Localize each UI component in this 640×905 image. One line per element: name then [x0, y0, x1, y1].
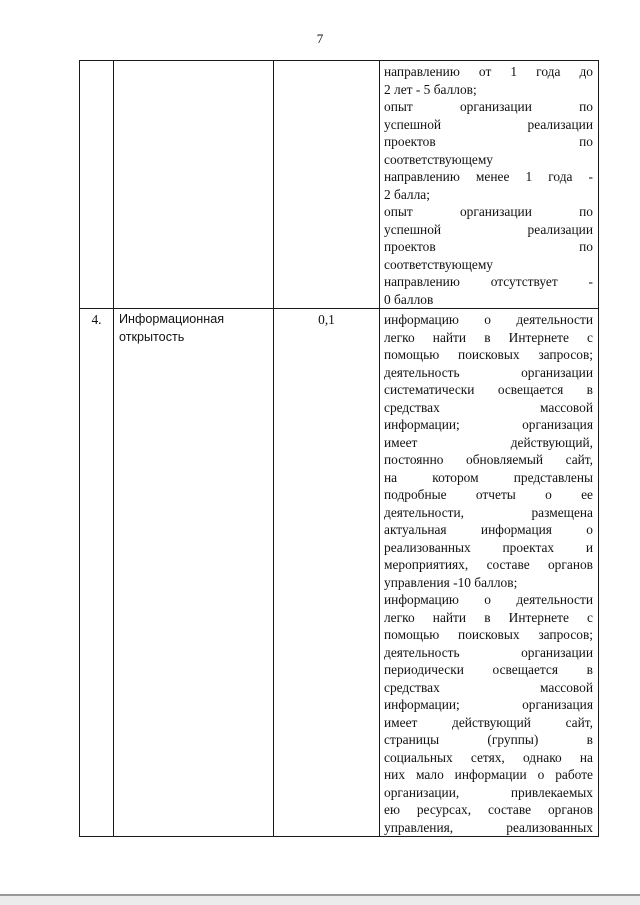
description-line: деятельности, размещена — [384, 504, 593, 520]
description-line: помощью поисковых запросов; — [384, 347, 593, 362]
description-line: успешной реализации — [384, 116, 593, 132]
weight-cell — [274, 61, 380, 309]
description-line: проектов по — [384, 134, 593, 149]
description-line: на котором представлены — [384, 469, 593, 485]
description-line: систематически освещается в — [384, 382, 593, 397]
row-number-cell — [80, 61, 114, 309]
description-line: 0 баллов — [384, 291, 434, 307]
description-line: деятельность организации — [384, 364, 593, 380]
description-line: успешной реализации — [384, 221, 593, 237]
description-line: соответствующему — [384, 151, 493, 167]
description-line: постоянно обновляемый сайт, — [384, 452, 593, 467]
description-line: информации; организация — [384, 697, 593, 712]
description-line: информацию о деятельности — [384, 592, 593, 607]
description-line: направлению менее 1 года - — [384, 169, 593, 184]
description-line: имеет действующий сайт, — [384, 714, 593, 730]
description-line: легко найти в Интернете с — [384, 329, 593, 345]
description-line: средствах массовой — [384, 399, 593, 415]
description-line: направлению отсутствует - — [384, 274, 593, 289]
description-line: информацию о деятельности — [384, 312, 593, 327]
description-line: управления -10 баллов; — [384, 574, 518, 590]
criterion-name-cell — [114, 61, 274, 309]
page-number: 7 — [316, 31, 324, 46]
description-line: ею ресурсах, составе органов — [384, 802, 593, 817]
description-line: опыт организации по — [384, 204, 593, 219]
description-line: социальных сетях, однако на — [384, 749, 593, 765]
description-line: средствах массовой — [384, 679, 593, 695]
criteria-table — [79, 60, 599, 837]
description-line: имеет действующий, — [384, 434, 593, 450]
description-line: помощью поисковых запросов; — [384, 627, 593, 642]
description-line: 2 лет - 5 баллов; — [384, 81, 477, 97]
description-line: информации; организация — [384, 417, 593, 432]
table-row — [80, 61, 599, 309]
weight-cell: 0,1 — [274, 309, 380, 837]
description-line: подробные отчеты о ее — [384, 487, 593, 502]
description-line: страницы (группы) в — [384, 732, 593, 747]
table-row — [80, 309, 599, 837]
description-line: них мало информации о работе — [384, 767, 593, 782]
row-number-cell: 4. — [80, 309, 114, 837]
description-cell — [380, 309, 599, 837]
description-line: соответствующему — [384, 256, 493, 272]
description-cell — [380, 61, 599, 309]
description-line: реализованных проектах и — [384, 539, 593, 555]
description-line: легко найти в Интернете с — [384, 609, 593, 625]
description-line: организации, привлекаемых — [384, 784, 593, 800]
description-line: деятельность организации — [384, 644, 593, 660]
description-line: опыт организации по — [384, 99, 593, 114]
description-line: мероприятиях, составе органов — [384, 557, 593, 572]
description-line: управления, реализованных — [384, 819, 593, 835]
description-line: периодически освещается в — [384, 662, 593, 677]
page-bottom-shade — [0, 896, 640, 905]
description-line: проектов по — [384, 239, 593, 254]
description-line: направлению от 1 года до — [384, 64, 593, 79]
criterion-name-cell: Информационная открытость — [114, 309, 274, 837]
description-line: актуальная информация о — [384, 522, 593, 537]
description-line: 2 балла; — [384, 186, 430, 202]
